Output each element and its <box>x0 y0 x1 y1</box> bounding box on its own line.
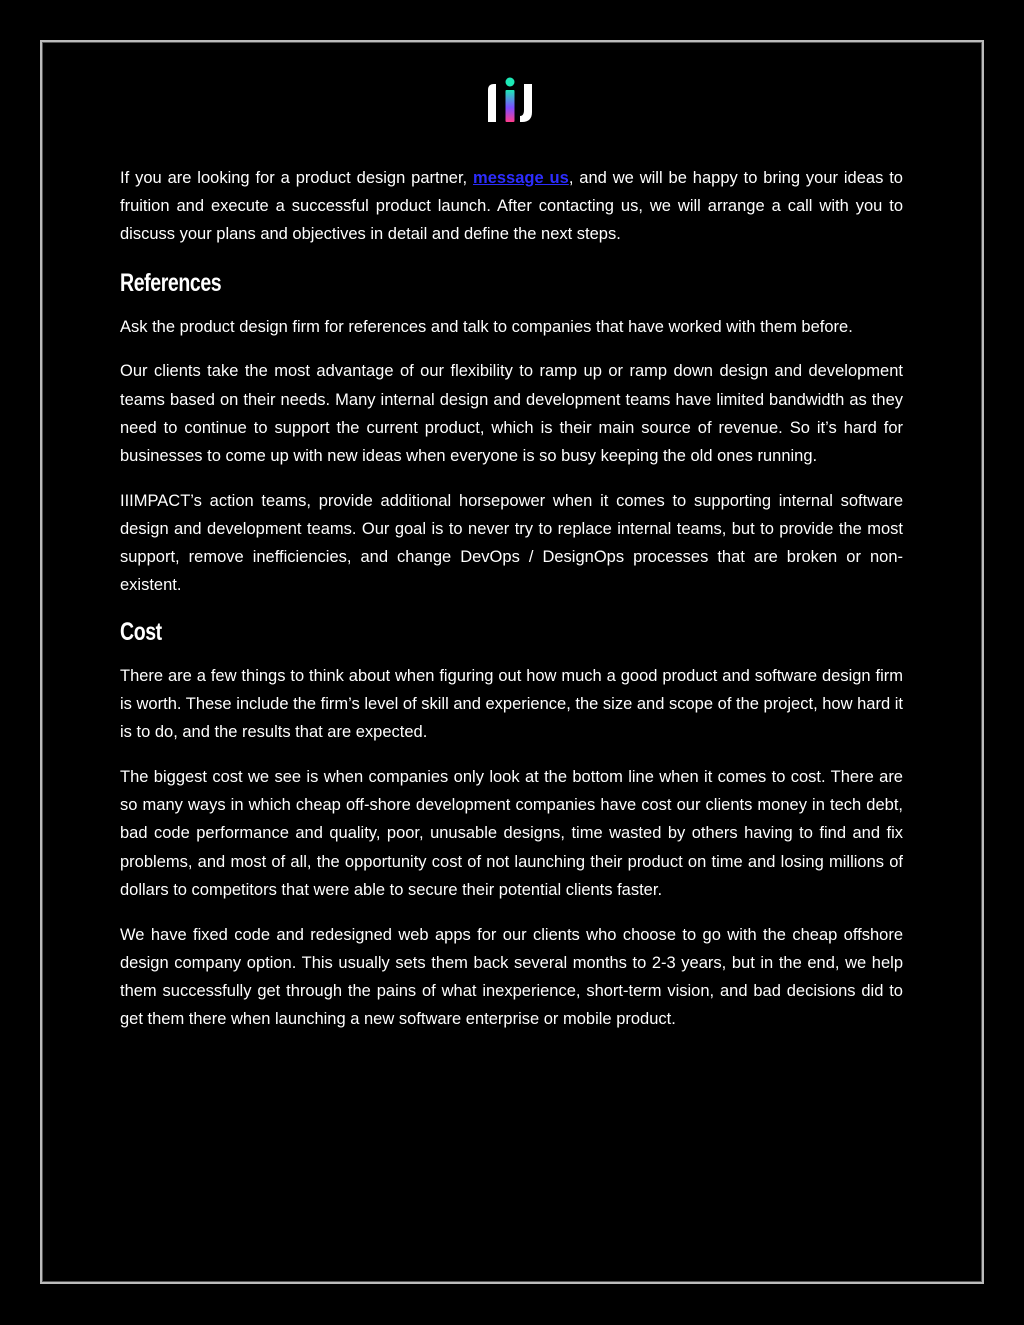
intro-paragraph <box>120 164 903 249</box>
intro-text-before-link: If you are looking for a product design partner, <box>120 169 474 187</box>
article-body <box>120 164 903 1050</box>
references-paragraph: IIIMPACT’s action teams, provide additional horsepower when it comes to supporting internal software design and development teams. Our goal is to never try to replace internal teams, but to provide the most support, remove inefficiencies, and change DevOps / DesignOps processes that are broken or non-existent. <box>120 491 903 595</box>
references-heading: References <box>120 268 222 297</box>
cost-paragraph: There are a few things to think about when figuring out how much a good product and software design firm is worth. These include the firm’s level of skill and experience, the size and scope of the project, how hard it is to do, and the results that are expected. <box>120 666 903 742</box>
iiimpact-logo <box>484 76 540 126</box>
references-paragraph: Ask the product design firm for references and talk to companies that have worked with them before. <box>120 317 853 336</box>
intro-text-after-link: , and we will be happy to bring your ideas to fruition and execute a successful product launch. After contacting us, we will arrange a call with you to discuss your plans and objectives in detail and define the next steps. <box>120 169 903 244</box>
cost-heading: Cost <box>120 617 162 646</box>
cost-paragraph: The biggest cost we see is when companies only look at the bottom line when it comes to cost. There are so many ways in which cheap off-shore development companies have cost our clients money in tech debt, bad code performance and quality, poor, unusable designs, time wasted by others having to find and fix problems, and most of all, the opportunity cost of not launching their product on time and losing millions of dollars to competitors that were able to secure their potential clients faster. <box>120 768 903 899</box>
references-paragraph: Our clients take the most advantage of our flexibility to ramp up or ramp down design and development teams based on their needs. Many internal design and development teams have limited bandwidth as they need to continue to support the current product, which is their main source of revenue. So it’s hard for businesses to come up with new ideas when everyone is so busy keeping the old ones running. <box>120 362 903 465</box>
cost-paragraph: We have fixed code and redesigned web apps for our clients who choose to go with the cheap offshore design company option. This usually sets them back several months to 2-3 years, but in the end, we help them successfully get through the pains of what inexperience, short-term vision, and bad decisions did to get them there when launching a new software enterprise or mobile product. <box>120 925 903 1029</box>
message-us-link[interactable]: message us <box>473 169 569 187</box>
